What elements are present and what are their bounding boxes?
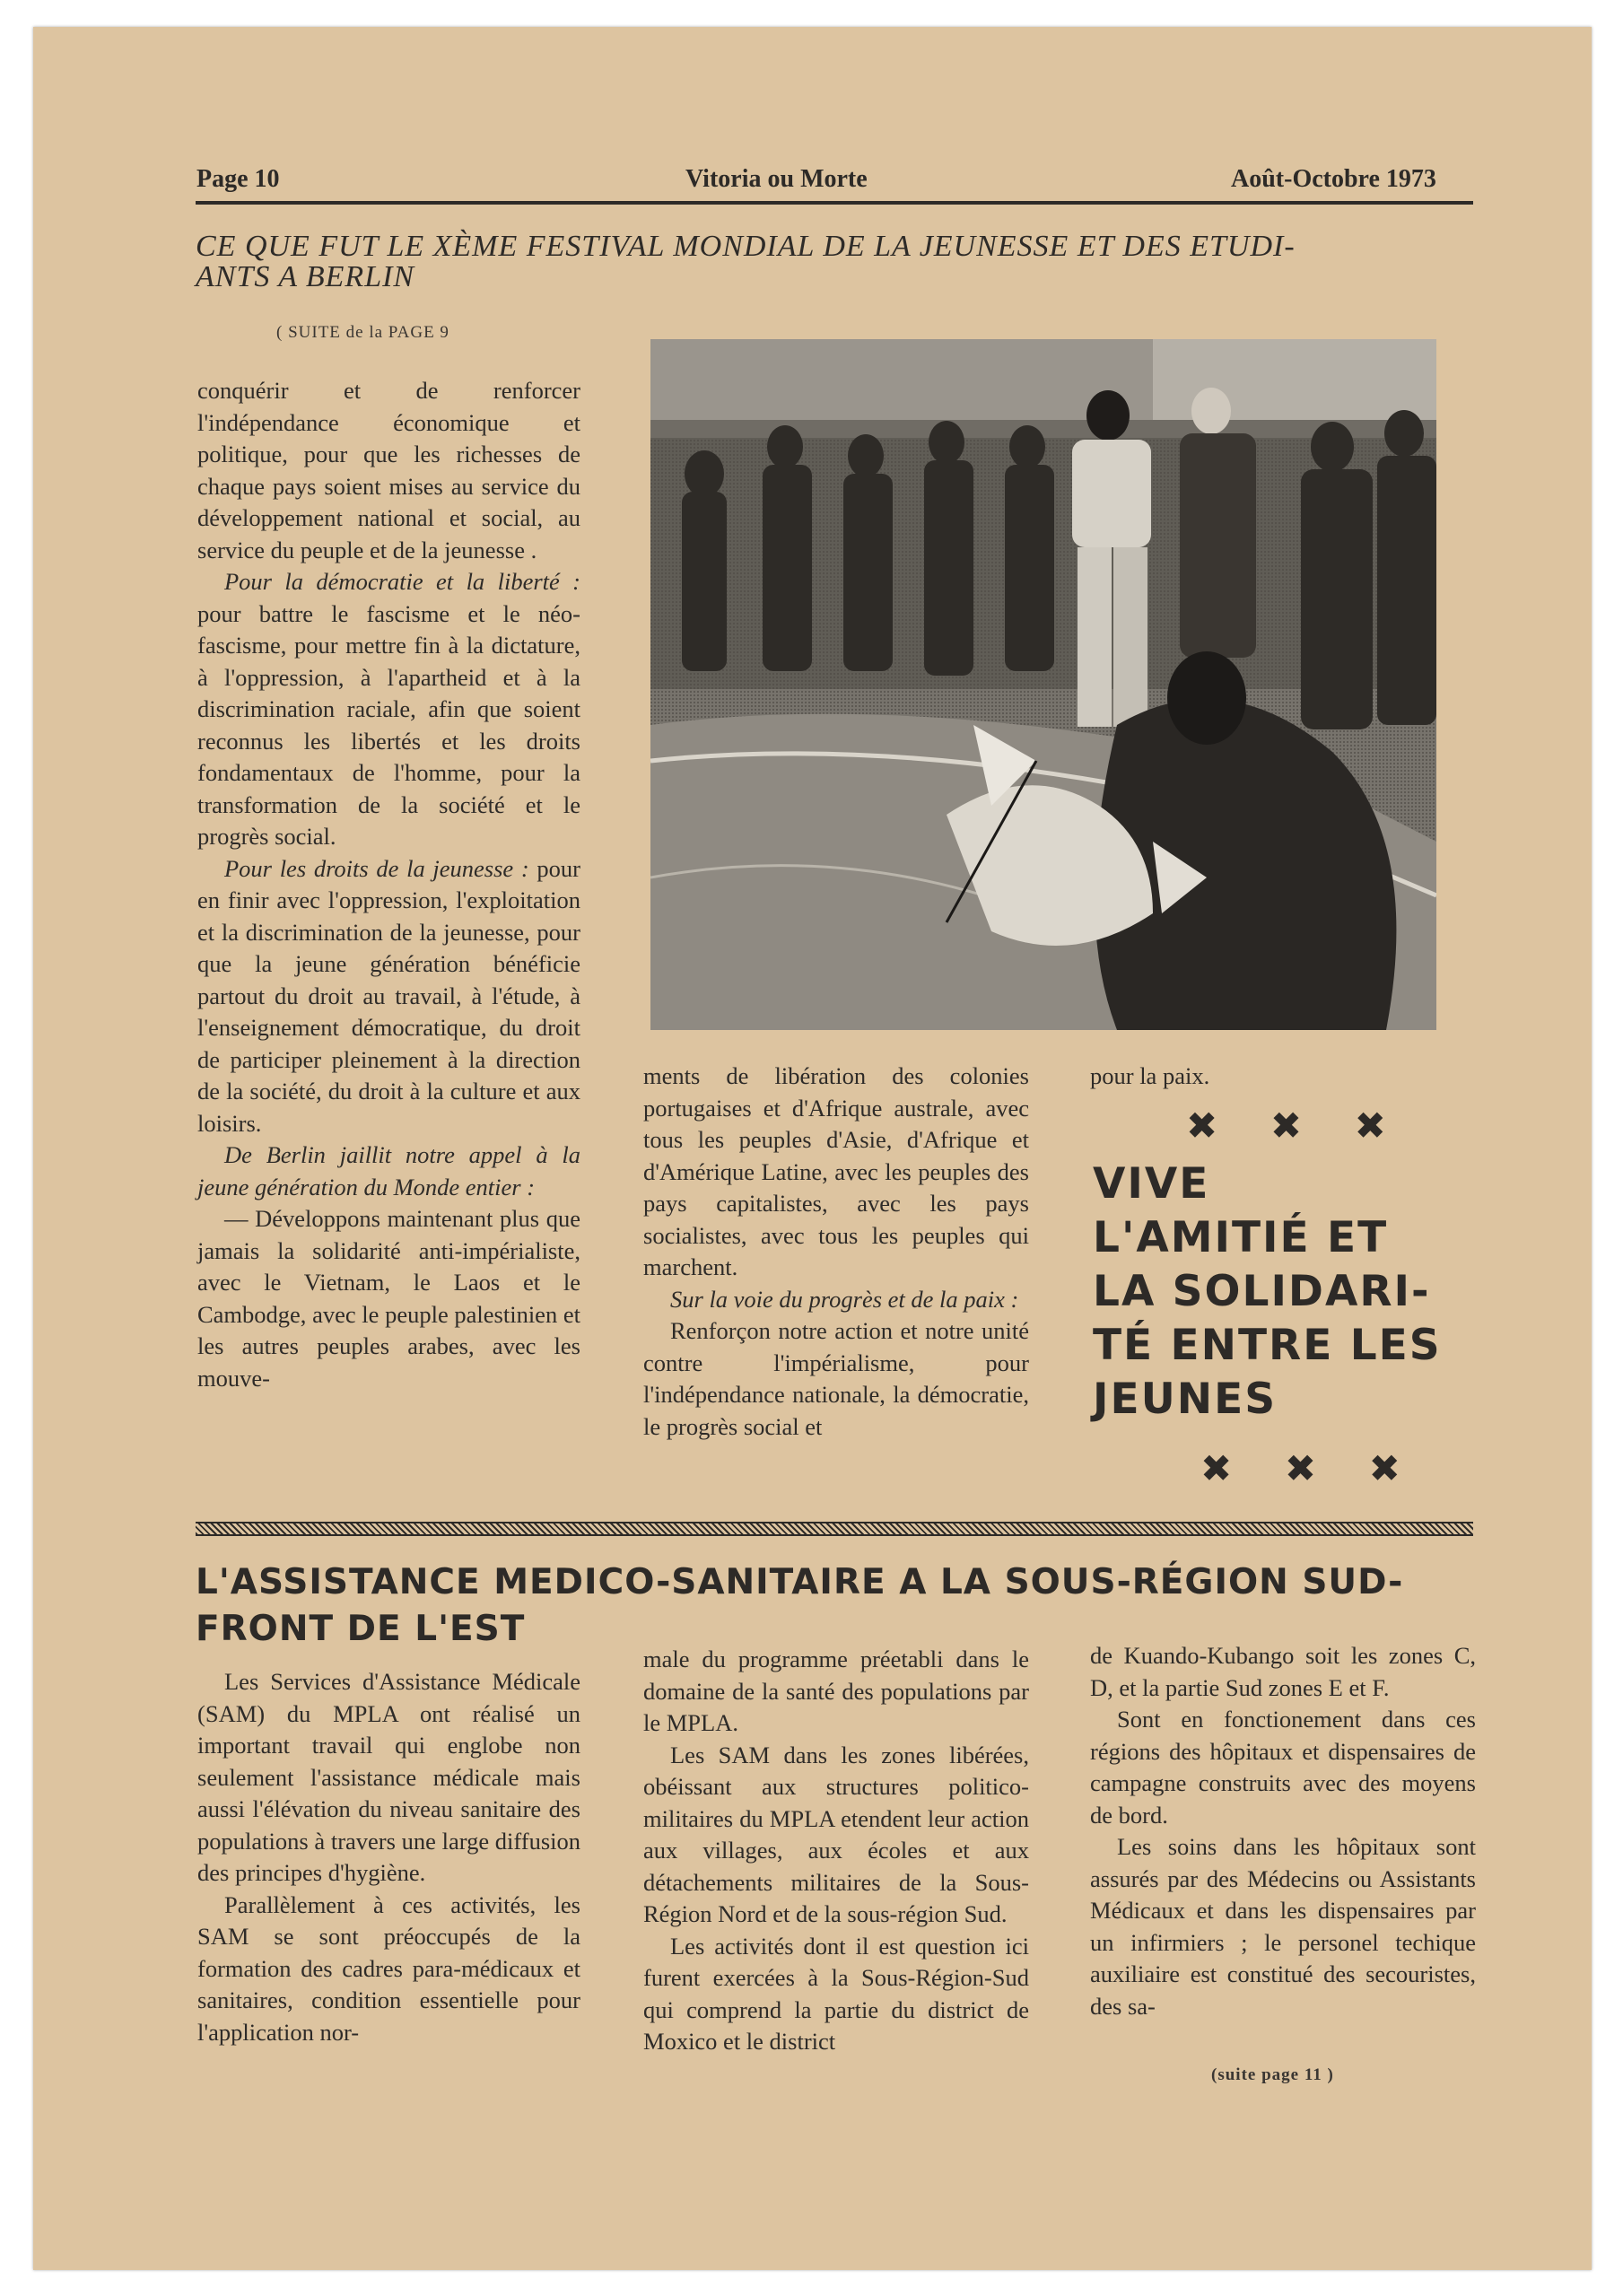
paragraph: de Kuando-Kubango soit les zones C, D, et la partie Sud zones E et F. — [1090, 1642, 1476, 1701]
paragraph: Parallèlement à ces activités, les SAM se sont préoccupés de la formation des cadres para-médicaux et sanitaires, condition essentielle pour l'application nor- — [197, 1890, 580, 2046]
slogan-line: TÉ ENTRE LES — [1093, 1321, 1442, 1370]
paragraph: ments de libération des colonies portugaises et d'Afrique australe, avec tous les peuples d'Asie, d'Afrique et d'Amérique Latine, avec les peuples des pays capitalistes, avec les pays socialistes, avec tous les peuples qui marchent. — [643, 1062, 1029, 1280]
paragraph: conquérir et de renforcer l'indépendance économique et politique, pour que les richesses de chaque pays soient mises au service du développement national et social, au service du peuple et de la jeunesse . — [197, 377, 580, 563]
paragraph: Les SAM dans les zones libérées, obéissant aux structures politico-militaires du MPLA etendent leur action aux villages, aux écoles et aux détachements militaires de la Sous-Région Nord et de la sous-région Sud. — [643, 1741, 1029, 1927]
cross-ornament-top: ✖ ✖ ✖ — [1186, 1104, 1406, 1148]
page-number: Page 10 — [196, 165, 280, 193]
article2-column1 — [197, 1666, 580, 2048]
paragraph-body: pour en finir avec l'oppression, l'exploitation et la discrimination de la jeunesse, pour que la jeune génération bénéficie partout du droit au travail, à l'étude, à l'enseignement démocratique, du droit de participer pleinement à la direction de la société, du droit à la culture et aux loisirs. — [197, 854, 581, 1137]
paragraph-lead: Sur la voie du progrès et de la paix : — [670, 1285, 1019, 1313]
photo-image — [650, 339, 1436, 1030]
paragraph — [643, 1284, 1029, 1316]
article1-title-line2: ANTS A BERLIN — [196, 260, 415, 293]
slogan-line: L'AMITIÉ ET — [1093, 1213, 1389, 1262]
article1-column3 — [1090, 1061, 1476, 1093]
paragraph-lead: Pour la démocratie et la liberté : — [224, 568, 580, 595]
slogan-line: LA SOLIDARI- — [1093, 1267, 1431, 1316]
slogan-line: JEUNES — [1093, 1375, 1278, 1424]
paragraph: Sont en fonctionement dans ces régions des hôpitaux et dispensaires de campagne construits avec des moyens de bord. — [1090, 1706, 1476, 1829]
paragraph: male du programme préetabli dans le domaine de la santé des populations par le MPLA. — [643, 1646, 1029, 1736]
section-divider — [196, 1522, 1473, 1536]
publication-name: Vitoria ou Morte — [685, 165, 868, 193]
paragraph: Les Services d'Assistance Médicale (SAM) du MPLA ont réalisé un important travail qui englobe non seulement l'assistance médicale mais aussi l'élévation du niveau sanitaire des populations à travers une large diffusion des principes d'hygiène. — [197, 1668, 580, 1886]
continued-on-note: (suite page 11 ) — [1211, 2065, 1334, 2084]
paragraph — [197, 566, 580, 853]
article1-column2 — [643, 1061, 1029, 1443]
paragraph — [197, 853, 580, 1140]
article2-title-line1: L'ASSISTANCE MEDICO-SANITAIRE A LA SOUS-RÉGION SUD- — [196, 1562, 1404, 1602]
slogan-line: VIVE — [1093, 1159, 1210, 1209]
article2-column3 — [1090, 1640, 1476, 2022]
cross-ornament-bottom: ✖ ✖ ✖ — [1200, 1446, 1420, 1490]
article1-column1 — [197, 375, 580, 1394]
slogan-box — [1093, 1157, 1479, 1427]
paragraph: — Développons maintenant plus que jamais la solidarité anti-impérialiste, avec le Vietnam, le Laos et le Cambodge, avec le peuple palestinien et les autres peuples arabes, avec les mouve- — [197, 1205, 580, 1392]
paragraph-lead: De Berlin jaillit notre appel à la jeune génération du Monde entier : — [197, 1141, 580, 1200]
article1-title — [196, 231, 1473, 292]
issue-date: Août-Octobre 1973 — [1231, 165, 1436, 193]
continued-from-note: ( SUITE de la PAGE 9 — [276, 323, 449, 342]
paragraph: pour la paix. — [1090, 1062, 1210, 1089]
paragraph — [197, 1139, 580, 1203]
article2-column2 — [643, 1644, 1029, 2058]
header-rule — [196, 201, 1473, 205]
article1-title-line1: CE QUE FUT LE XÈME FESTIVAL MONDIAL DE LA JEUNESSE ET DES ETUDI- — [196, 230, 1296, 263]
article2-title — [196, 1559, 1479, 1653]
paragraph-body: pour battre le fascisme et le néo-fascisme, pour mettre fin à la dictature, à l'oppression, à l'apartheid et à la discrimination raciale, afin que soient reconnus les libertés et les droits fondamentaux de l'homme, pour la transformation de la société et le progrès social. — [197, 599, 580, 850]
paragraph-lead: Pour les droits de la jeunesse : — [224, 854, 529, 882]
article2-title-line2: FRONT DE L'EST — [196, 1609, 526, 1649]
paragraph: Les soins dans les hôpitaux sont assurés par des Médecins ou Assistants Médicaux et dans les dispensaires par un infirmiers ; le personel techique auxiliaire est constitué des secouristes, des sa- — [1090, 1833, 1476, 2020]
paragraph: Les activités dont il est question ici furent exercées à la Sous-Région-Sud qui comprend la partie du district de Moxico et le district — [643, 1932, 1029, 2055]
paragraph: Renforçon notre action et notre unité contre l'impérialisme, pour l'indépendance nationale, la démocratie, le progrès social et — [643, 1317, 1029, 1440]
festival-crowd-photo — [650, 339, 1436, 1030]
